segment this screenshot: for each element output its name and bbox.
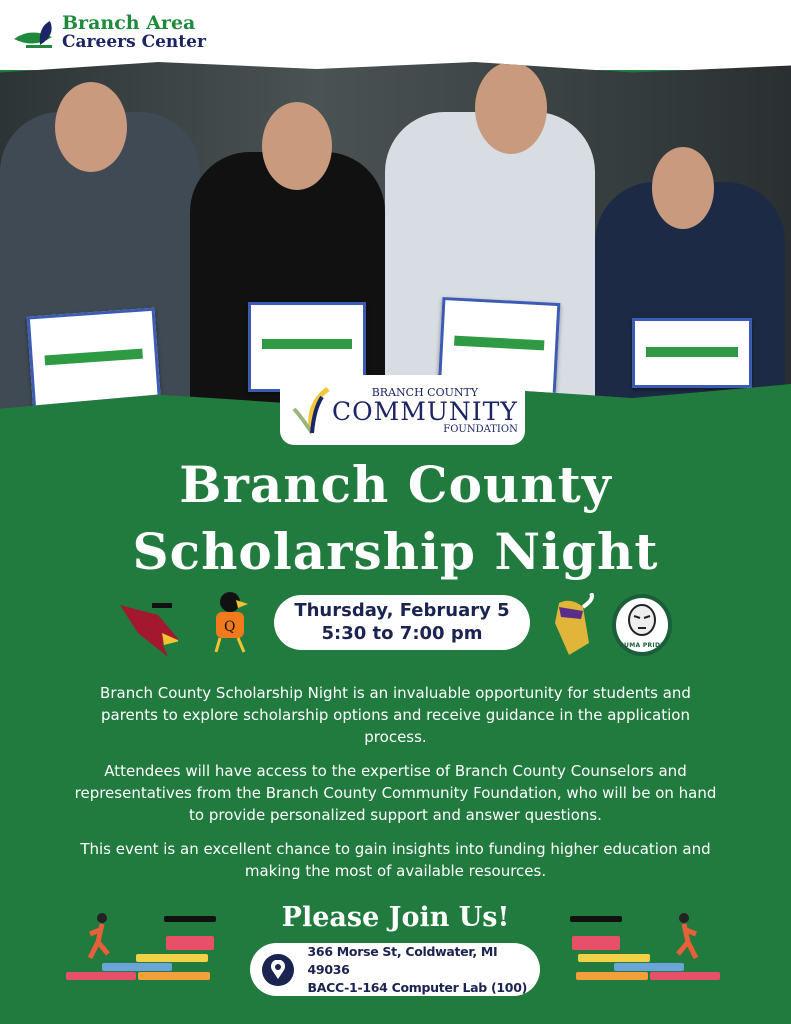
- foundation-line3: FOUNDATION: [443, 423, 518, 435]
- title-line1: Branch County: [179, 455, 612, 514]
- student-3-head: [475, 62, 547, 154]
- attendees-paragraph: Attendees will have access to the expertise of Branch County Counselors and representatives from the Branch County Community Foundation, who will be on hand to provide personalized support and answer questions.: [74, 762, 717, 824]
- student-2-head: [262, 102, 332, 190]
- location-pin-icon: [262, 954, 294, 986]
- room-text: BACC-1-164 Computer Lab (100): [307, 979, 528, 995]
- event-time: 5:30 to 7:00 pm: [321, 623, 483, 644]
- student-1-head: [55, 82, 127, 172]
- foundation-line1: BRANCH COUNTY: [371, 385, 479, 399]
- bacc-logo: [12, 14, 206, 52]
- address-text: 366 Morse St, Coldwater, MI 49036: [307, 943, 498, 977]
- location-pill: [250, 943, 540, 996]
- intro-paragraph: Branch County Scholarship Night is an invaluable opportunity for students and parents to explore scholarship options and receive guidance in the application process.: [100, 684, 691, 746]
- event-date: Thursday, February 5: [294, 600, 510, 621]
- svg-text:Q: Q: [224, 619, 236, 635]
- title-line2: Scholarship Night: [132, 522, 659, 581]
- puma-pride-mascot-icon: [612, 594, 672, 656]
- foundation-leaf-icon: [292, 385, 332, 435]
- quaker-eagle-mascot-icon: [200, 590, 260, 652]
- logo-line1: Branch Area: [62, 12, 196, 34]
- foundation-line2: COMMUNITY: [332, 396, 518, 426]
- student-4-head: [652, 147, 714, 229]
- cardinal-mascot-icon: [118, 596, 178, 658]
- viking-mascot-icon: [542, 594, 602, 656]
- event-date-pill: [274, 595, 530, 650]
- students-photo: [0, 62, 791, 412]
- certificate: [27, 308, 162, 415]
- certificate: [632, 318, 752, 388]
- logo-line2: Careers Center: [62, 32, 206, 52]
- leaf-grad-cap-icon: [12, 15, 58, 51]
- join-heading: Please Join Us!: [281, 902, 510, 933]
- community-foundation-logo: [280, 375, 525, 445]
- closing-paragraph: This event is an excellent chance to gain insights into funding higher education and making the most of available resources.: [80, 840, 711, 880]
- puma-pride-text: PUMA PRIDE: [619, 642, 665, 649]
